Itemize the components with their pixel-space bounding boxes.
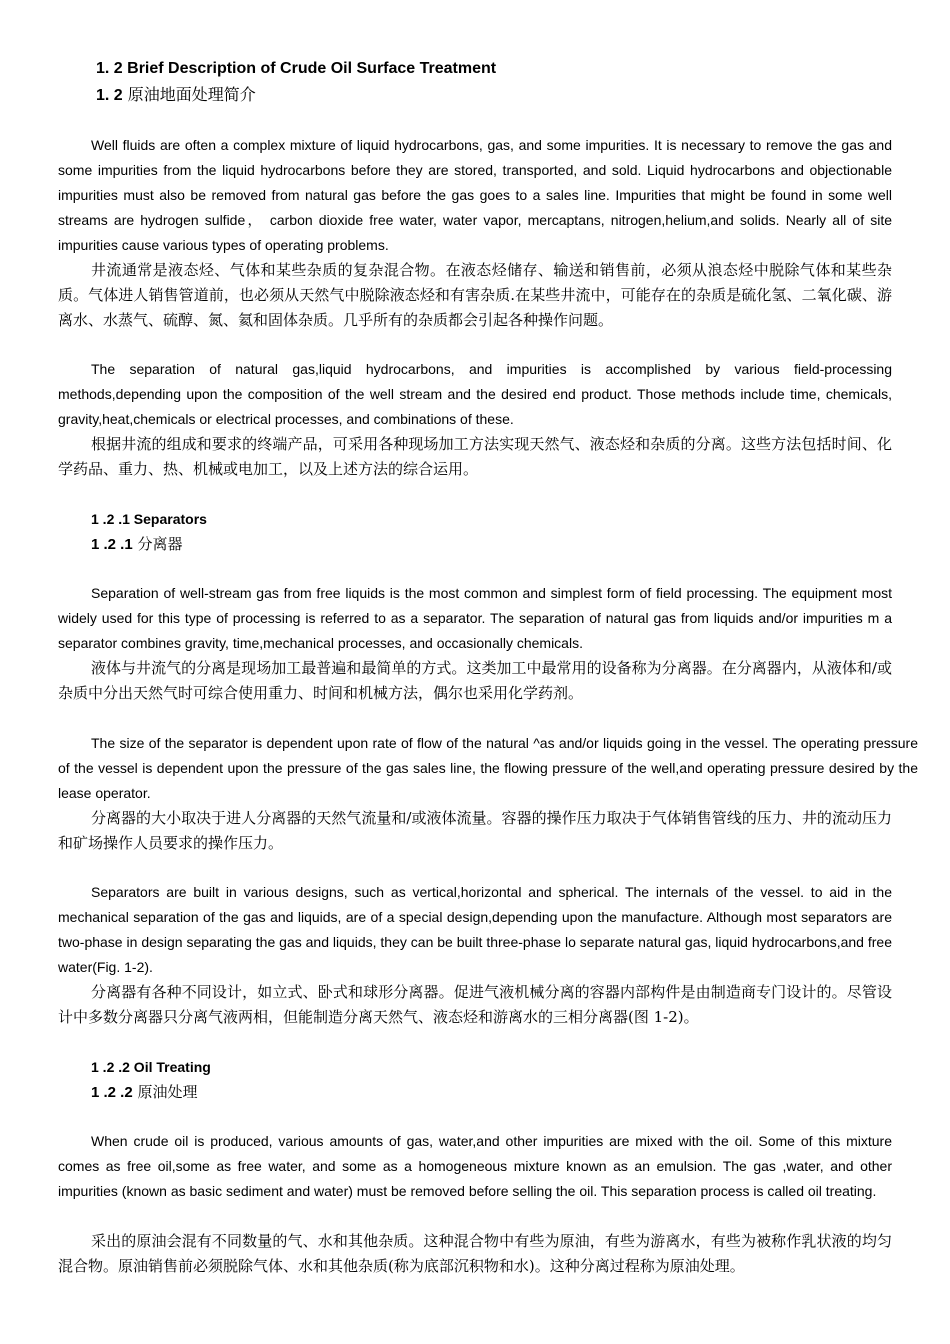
- intro-paragraph-1-zh: 井流通常是液态烃、气体和某些杂质的复杂混合物。在液态烃储存、输送和销售前，必须从浪态烃中脱除气体和某些杂质。气体进人销售管道前，也必须从天然气中脱除液态烃和有害杂质.在某些井流中，可能存在的杂质是硫化氢、二氧化碳、游离水、水蒸气、硫醇、氮、氦和固体杂质。几乎所有的杂质都会引起各种操作问题。: [58, 261, 892, 329]
- subsection-number-zh: 1 .2 .2: [91, 1084, 133, 1101]
- intro-paragraph-2-zh: 根据井流的组成和要求的终端产品，可采用各种现场加工方法实现天然气、液态烃和杂质的分离。这些方法包括时间、化学药品、重力、热、机械或电加工，以及上述方法的综合运用。: [58, 435, 892, 478]
- intro-paragraph-1-en: Well fluids are often a complex mixture of liquid hydrocarbons, gas, and some impurities. It is necessary to remove the gas and some impurities from the liquid hydrocarbons before they are stored, transported, and sold. Liquid hydrocarbons and objectionable impurities must also be removed from natural gas before the gas goes to a sales line. Impurities that might be found in some well streams are hydrogen sulfide， carbon dioxide free water, water vapor, mercaptans, nitrogen,helium,and solids. Nearly all of site impurities cause various types of operating problems.: [58, 137, 892, 253]
- intro-paragraph-2-en: The separation of natural gas,liquid hydrocarbons, and impurities is accomplished by various field-processing methods,depending upon the composition of the well stream and the desired end product. Those methods include time, chemicals, gravity,heat,chemicals or electrical processes, and combinations of these.: [58, 361, 892, 427]
- subsection-title-zh-text: 原油处理: [132, 1083, 198, 1101]
- separators-paragraph-2-zh: 分离器的大小取决于进人分离器的天然气流量和/或液体流量。容器的操作压力取决于气体销售管线的压力、井的流动压力和矿场操作人员要求的操作压力。: [58, 809, 892, 852]
- section-title-en: 1. 2 Brief Description of Crude Oil Surface Treatment: [96, 60, 497, 77]
- subsection-title-oil-treating-en: 1 .2 .2 Oil Treating: [91, 1059, 211, 1075]
- separators-paragraph-1-zh: 液体与井流气的分离是现场加工最普遍和最简单的方式。这类加工中最常用的设备称为分离器。在分离器内，从液体和/或杂质中分出天然气时可综合使用重力、时间和机械方法，偶尔也采用化学药剂。: [58, 659, 892, 702]
- section-number-zh: 1. 2: [96, 87, 123, 104]
- subsection-title-separators-zh: [91, 533, 182, 556]
- separators-paragraph-2-en: The size of the separator is dependent upon rate of flow of the natural ^as and/or liquids going in the vessel. The operating pressure of the vessel is dependent upon the pressure of the gas sales line, the flowing pressure of the well,and operating pressure desired by the lease operator.: [58, 735, 918, 801]
- subsection-title-separators-en: 1 .2 .1 Separators: [91, 511, 207, 527]
- section-title-zh-text: 原油地面处理简介: [122, 85, 256, 104]
- oil-treating-paragraph-1-zh: 采出的原油会混有不同数量的气、水和其他杂质。这种混合物中有些为原油，有些为游离水，有些为被称作乳状液的均匀混合物。原油销售前必须脱除气体、水和其他杂质(称为底部沉积物和水)。这种分离过程称为原油处理。: [58, 1232, 892, 1275]
- separators-paragraph-3-zh: 分离器有各种不同设计，如立式、卧式和球形分离器。促进气液机械分离的容器内部构件是由制造商专门设计的。尽管设计中多数分离器只分离气液两相，但能制造分离天然气、液态烃和游离水的三相分离器(图 1-2)。: [58, 983, 892, 1026]
- subsection-number-zh: 1 .2 .1: [91, 536, 133, 553]
- oil-treating-paragraph-1-en: When crude oil is produced, various amounts of gas, water,and other impurities are mixed with the oil. Some of this mixture comes as free oil,some as free water, and some as a homogeneous mixture known as an emulsion. The gas ,water, and other impurities (known as basic sediment and water) must be removed before selling the oil. This separation process is called oil treating.: [58, 1133, 892, 1199]
- separators-paragraph-1-en: Separation of well-stream gas from free liquids is the most common and simplest form of field processing. The equipment most widely used for this type of processing is referred to as a separator. The separation of natural gas from liquids and/or impurities m a separator combines gravity, time,mechanical processes, and occasionally chemicals.: [58, 585, 892, 651]
- subsection-title-zh-text: 分离器: [132, 535, 183, 553]
- section-title-zh: [96, 83, 256, 108]
- subsection-title-oil-treating-zh: [91, 1081, 197, 1104]
- separators-paragraph-3-en: Separators are built in various designs, such as vertical,horizontal and spherical. The internals of the vessel. to aid in the mechanical separation of the gas and liquids, are of a special design,depending upon the manufacture. Although most separators are two-phase in design separating the gas and liquids, they can be built three-phase lo separate natural gas, liquid hydrocarbons,and free water(Fig. 1-2).: [58, 884, 892, 975]
